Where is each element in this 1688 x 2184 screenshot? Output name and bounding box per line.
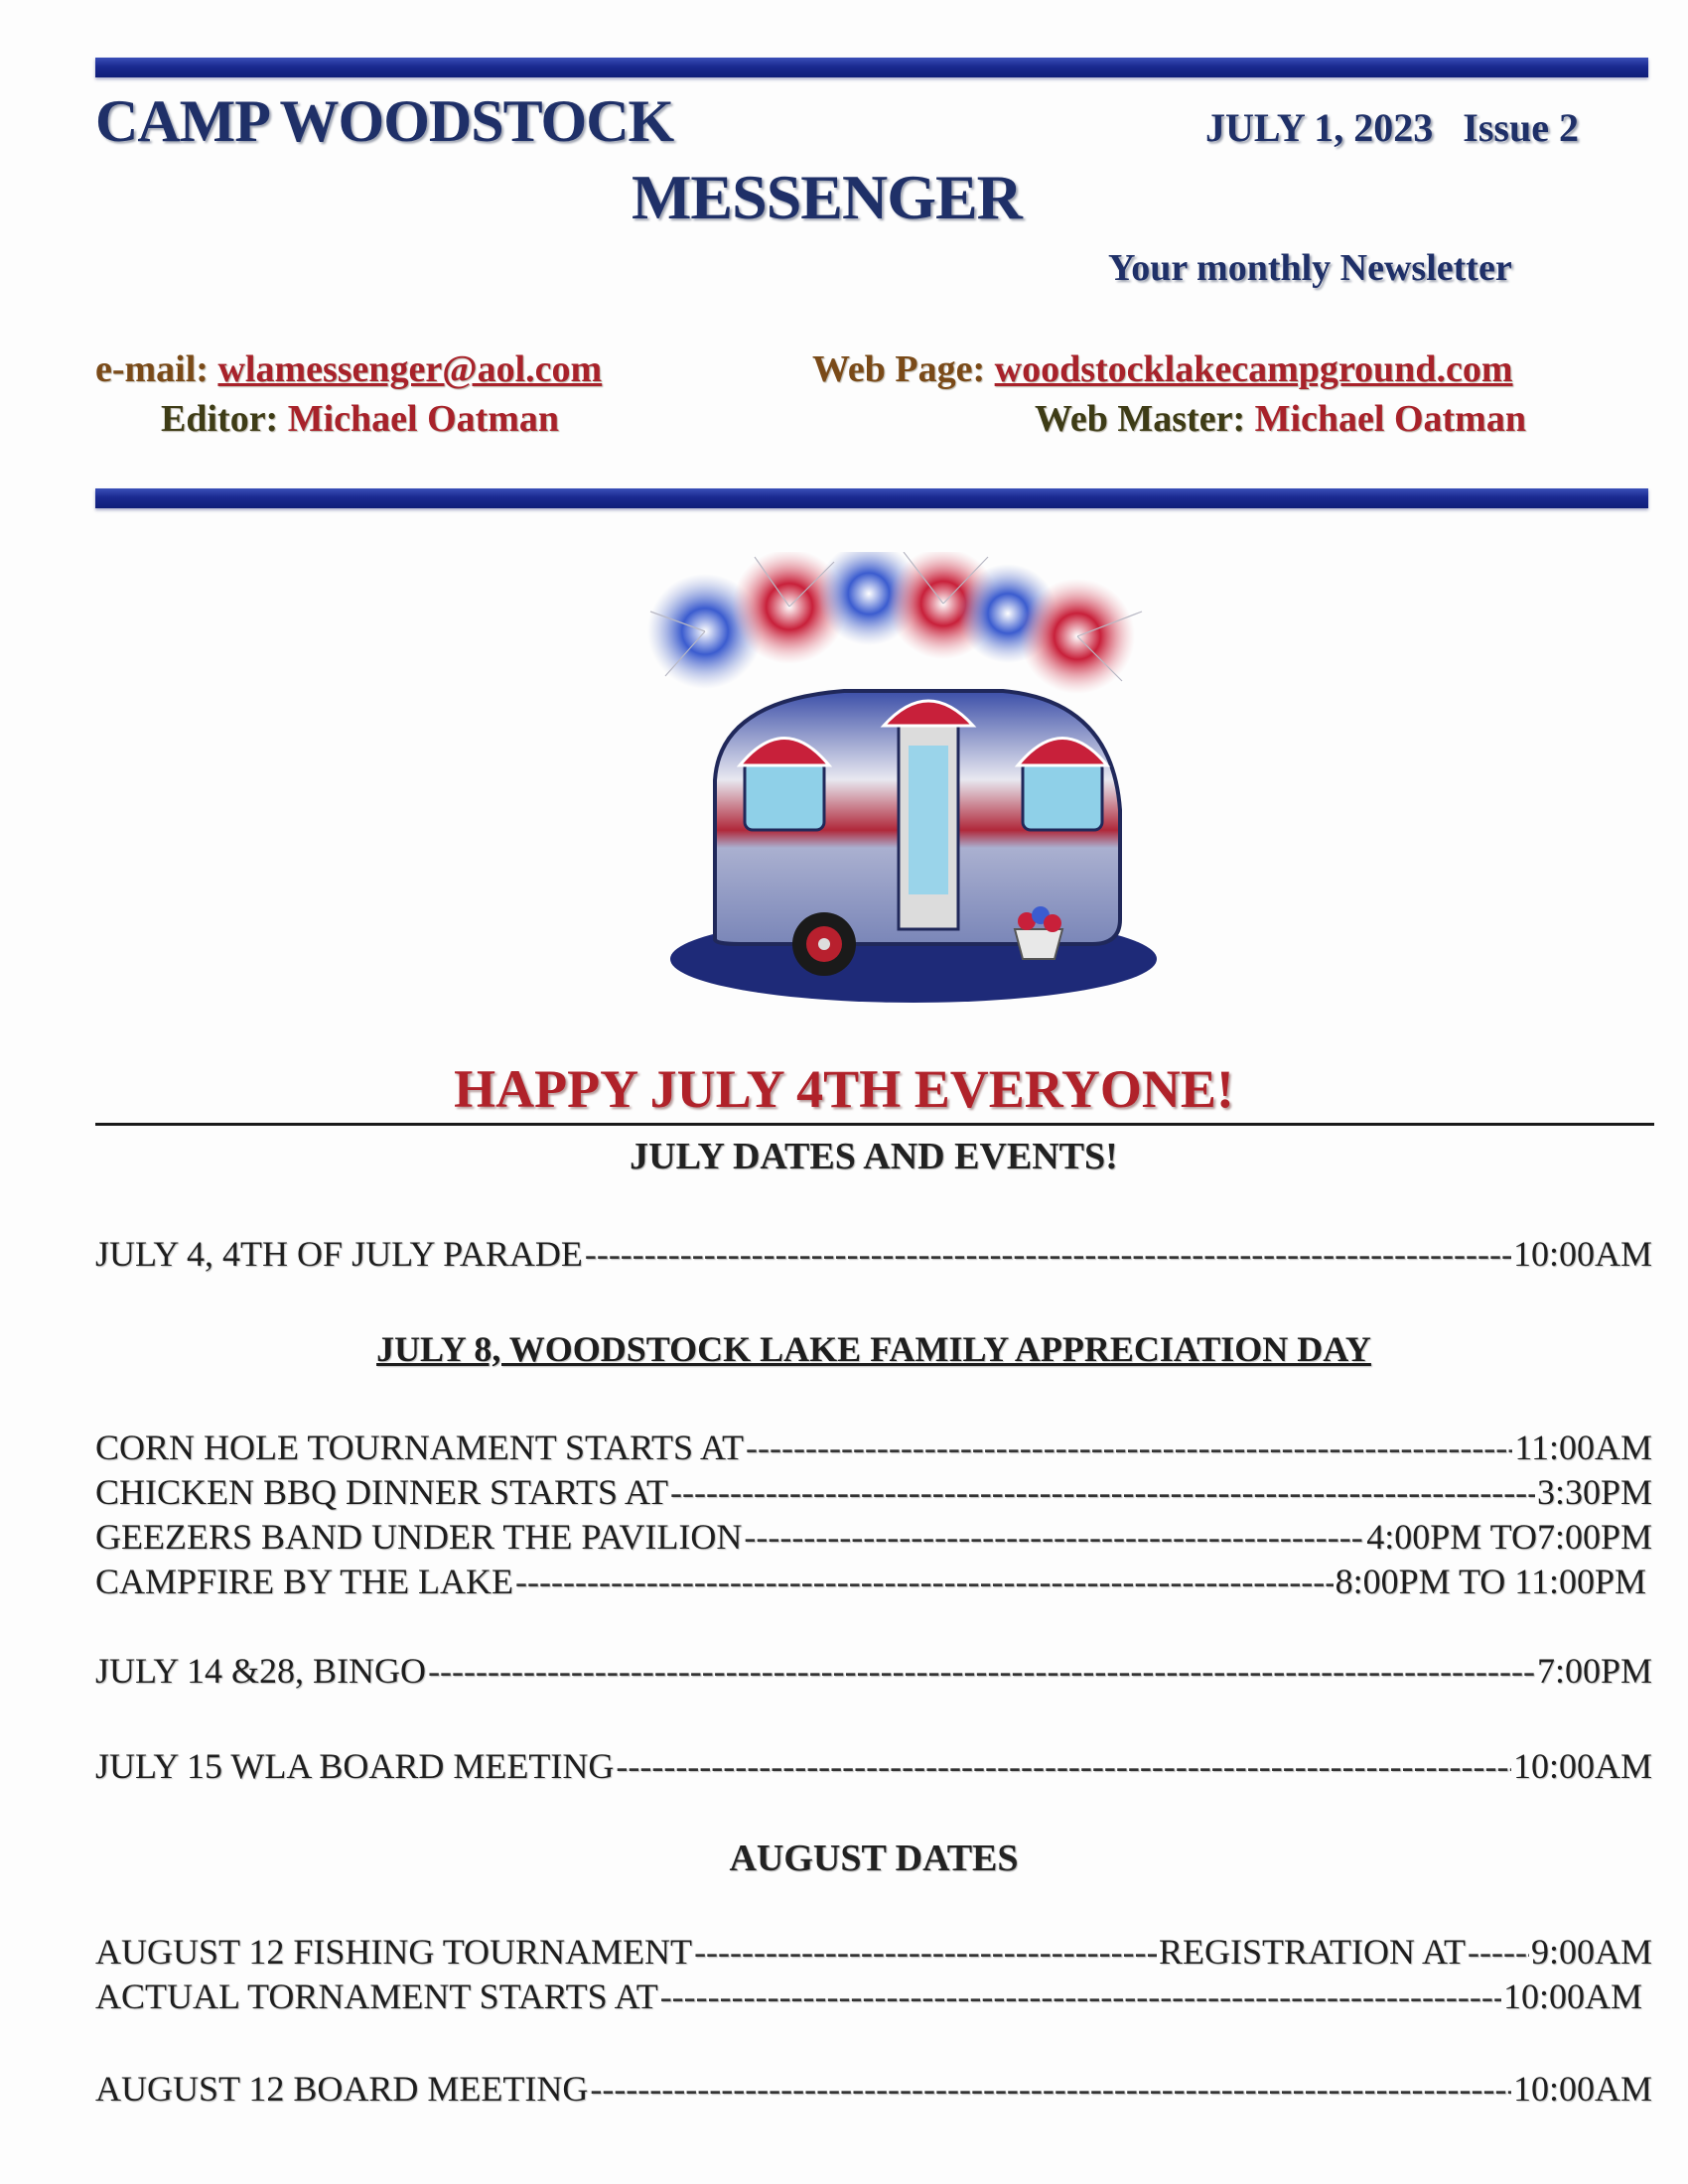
event-row-bbq	[95, 1471, 1652, 1513]
door-window	[909, 746, 948, 894]
july-heading: JULY DATES AND EVENTS!	[630, 1136, 1118, 1177]
event-row-august-board	[95, 2068, 1652, 2110]
dot-leader	[746, 1427, 1512, 1468]
august-heading: AUGUST DATES	[729, 1838, 1019, 1879]
section-divider	[95, 1123, 1654, 1126]
event-time: 3:30PM	[1536, 1472, 1652, 1512]
event-label: GEEZERS BAND UNDER THE PAVILION	[95, 1517, 743, 1557]
email-label: e-mail:	[95, 348, 209, 390]
dot-leader	[585, 1233, 1511, 1275]
event-label: JULY 14 &28, BINGO	[95, 1651, 427, 1691]
masthead-title-line2: MESSENGER	[632, 162, 1022, 232]
dot-leader	[1468, 1931, 1529, 1973]
editor-line	[161, 397, 559, 441]
event-row-actual-start	[95, 1976, 1642, 2017]
event-row-fishing	[95, 1931, 1652, 1973]
web-label: Web Page:	[812, 348, 986, 390]
dot-leader	[590, 2068, 1511, 2110]
dot-leader	[694, 1931, 1157, 1973]
event-row-campfire	[95, 1561, 1646, 1602]
event-time: 8:00PM TO 11:00PM	[1335, 1562, 1646, 1601]
event-row-bingo	[95, 1650, 1652, 1692]
top-rule	[95, 58, 1648, 77]
event-row-cornhole	[95, 1427, 1652, 1468]
web-link[interactable]: woodstocklakecampground.com	[994, 348, 1513, 390]
dot-leader	[428, 1650, 1535, 1692]
dot-leader	[670, 1471, 1535, 1513]
event-time: 7:00PM	[1536, 1651, 1652, 1691]
tagline: Your monthly Newsletter	[1108, 247, 1512, 289]
event-time: 10:00AM	[1512, 1746, 1652, 1786]
dot-leader	[660, 1976, 1501, 2017]
event-label: CHICKEN BBQ DINNER STARTS AT	[95, 1472, 669, 1512]
family-day-heading: JULY 8, WOODSTOCK LAKE FAMILY APPRECIATION DAY	[376, 1329, 1371, 1369]
event-label: JULY 4, 4TH OF JULY PARADE	[95, 1234, 583, 1274]
event-time: 10:00AM	[1512, 2069, 1652, 2109]
webmaster-line	[1035, 397, 1526, 441]
webmaster-name: Michael Oatman	[1254, 398, 1526, 440]
issue-date	[1205, 104, 1579, 151]
header-bottom-rule	[95, 488, 1648, 508]
email-link[interactable]: wlamessenger@aol.com	[217, 348, 603, 390]
event-label: ACTUAL TORNAMENT STARTS AT	[95, 1977, 658, 2016]
camper-fireworks-illustration	[645, 552, 1182, 1009]
event-row-parade	[95, 1233, 1652, 1275]
dot-leader	[616, 1745, 1511, 1787]
holiday-greeting: HAPPY JULY 4TH EVERYONE!	[454, 1059, 1234, 1119]
masthead-title-line1: CAMP WOODSTOCK	[95, 88, 674, 154]
event-time: 10:00AM	[1502, 1977, 1642, 2016]
event-label: CAMPFIRE BY THE LAKE	[95, 1562, 514, 1601]
fireworks	[647, 552, 1142, 694]
issue-number: Issue 2	[1463, 105, 1579, 150]
date-text: JULY 1, 2023	[1205, 105, 1434, 150]
event-label: JULY 15 WLA BOARD MEETING	[95, 1746, 615, 1786]
webmaster-label: Web Master:	[1035, 398, 1246, 440]
web-line	[812, 347, 1512, 391]
editor-label: Editor:	[161, 398, 279, 440]
dot-leader	[744, 1516, 1364, 1558]
event-time: 9:00AM	[1530, 1932, 1652, 1972]
event-middle-label: REGISTRATION AT	[1158, 1932, 1466, 1972]
email-line	[95, 347, 602, 391]
event-row-band	[95, 1516, 1652, 1558]
dot-leader	[515, 1561, 1334, 1602]
event-time: 11:00AM	[1514, 1428, 1652, 1467]
event-label: AUGUST 12 BOARD MEETING	[95, 2069, 589, 2109]
editor-name: Michael Oatman	[287, 398, 560, 440]
event-label: CORN HOLE TOURNAMENT STARTS AT	[95, 1428, 745, 1467]
event-row-july-board	[95, 1745, 1652, 1787]
event-label: AUGUST 12 FISHING TOURNAMENT	[95, 1932, 693, 1972]
event-time: 4:00PM TO7:00PM	[1366, 1517, 1652, 1557]
event-time: 10:00AM	[1512, 1234, 1652, 1274]
